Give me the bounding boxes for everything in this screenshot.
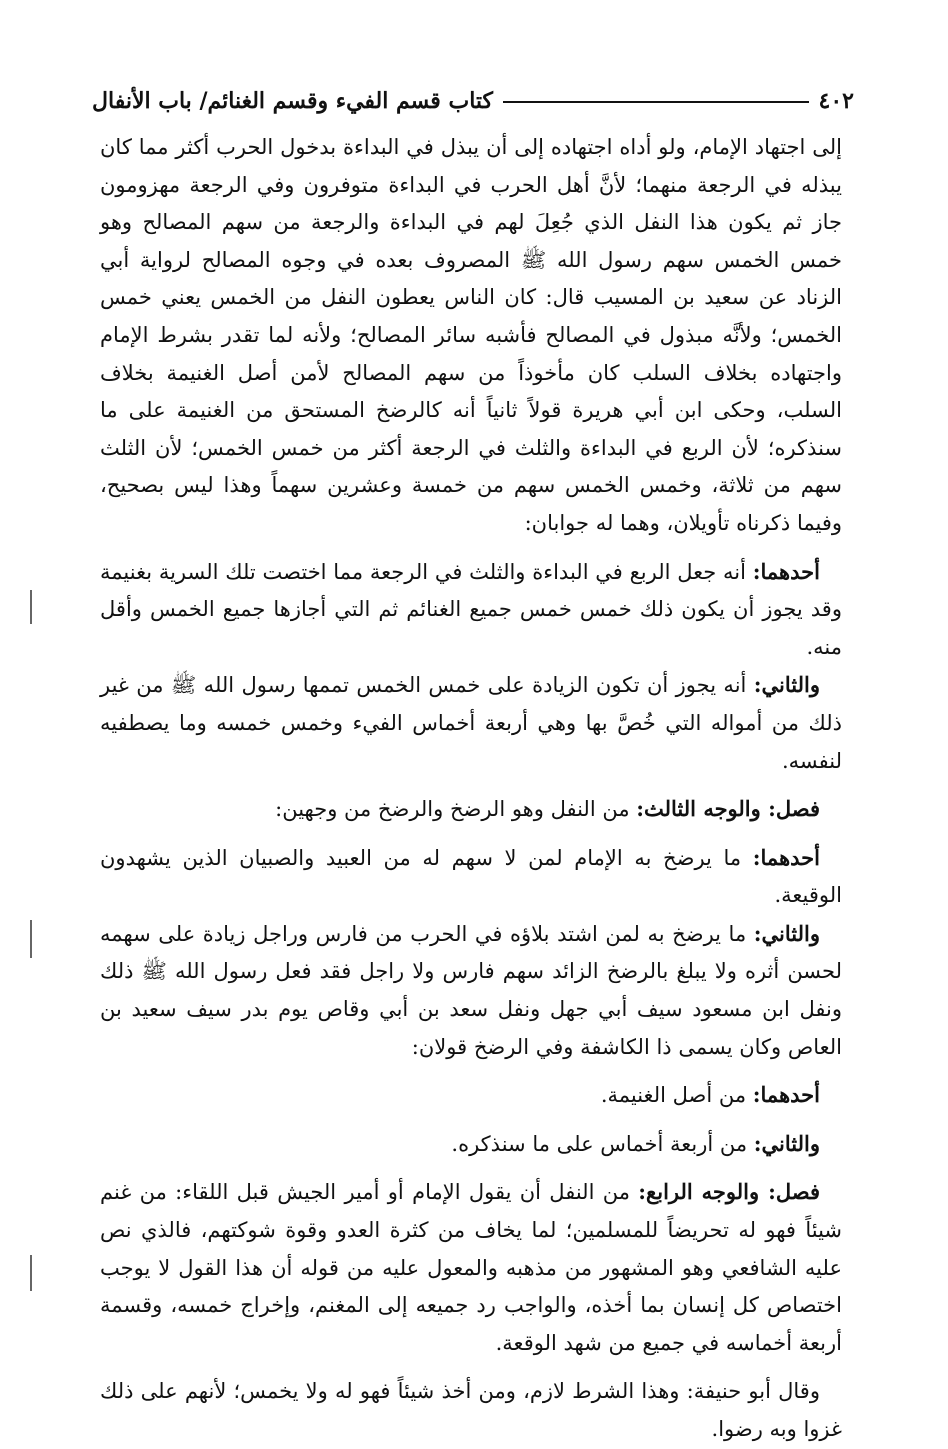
paragraph xyxy=(100,790,842,829)
margin-mark xyxy=(30,590,32,624)
paragraph-text: ما يرضخ به الإمام لمن لا سهم له من العبيد والصبيان الذين يشهدون الوقيعة. xyxy=(100,845,842,908)
margin-mark xyxy=(30,920,32,958)
paragraph-text: وقال أبو حنيفة: وهذا الشرط لازم، ومن أخذ شيئاً فهو له ولا يخمس؛ لأنهم على ذلك غزوا وبه رضوا. xyxy=(100,1379,842,1441)
paragraph xyxy=(100,1173,842,1362)
margin-mark xyxy=(30,1255,32,1291)
paragraph-lead: أحدهما: xyxy=(752,844,820,870)
paragraph-lead: والثاني: xyxy=(753,672,821,698)
paragraph-lead: والثاني: xyxy=(753,920,820,946)
paragraph xyxy=(100,1372,842,1448)
paragraph-text: من أصل الغنيمة. xyxy=(600,1083,747,1108)
paragraph xyxy=(100,915,842,1066)
running-title: كتاب قسم الفيء وقسم الغنائم/ باب الأنفال xyxy=(92,88,494,114)
paragraph xyxy=(100,1125,842,1164)
paragraph xyxy=(100,128,842,543)
paragraph xyxy=(100,1076,842,1115)
paragraph-text: إلى اجتهاد الإمام، ولو أداه اجتهاده إلى أن يبذل في البداءة بدخول الحرب أكثر مما كان يبذله في الرجعة منهما؛ لأنَّ أهل الحرب في البداءة متوفرون وفي الرجعة مهزومون جاز ثم يكون هذا النفل الذي جُعِلَ لهم في البداءة والرجعة من سهم المصالح وهو خمس الخمس سهم رسول الله ﷺ المصروف بعده في وجوه المصالح لرواية أبي الزناد عن سعيد بن المسيب قال: كان الناس يعطون النفل من الخمس يعني خمس الخمس؛ ولأنَّه مبذول في المصالح فأشبه سائر المصالح؛ ولأنه لما تقدر بشرط الإمام واجتهاده بخلاف السلب كان مأخوذاً من سهم المصالح لأمن أصل الغنيمة بخلاف السلب، وحكى ابن أبي هريرة قولاً ثانياً أنه كالرضخ المستحق من الغنيمة على ما سنذكره؛ لأن الربع في البداءة والثلث في الرجعة أكثر من خمس الخمس؛ لأن الثلث سهم من ثلاثة، وخمس الخمس سهم من خمسة وعشرين سهماً وهذا ليس بصحيح، وفيما ذكرناه تأويلان، وهما له جوابان: xyxy=(100,135,842,535)
paragraph xyxy=(100,666,842,780)
paragraph-lead: فصل: والوجه الثالث: xyxy=(636,796,820,822)
paragraph-lead: فصل: والوجه الرابع: xyxy=(638,1179,820,1205)
paragraph-lead: والثاني: xyxy=(753,1130,820,1156)
paragraph-text: من أربعة أخماس على ما سنذكره. xyxy=(451,1131,748,1156)
paragraph-text: من النفل أن يقول الإمام أو أمير الجيش قبل اللقاء: من غنم شيئاً فهو له تحريضاً للمسلمين؛ لما يخاف من كثرة العدو وقوة شوكتهم، فالذي نص عليه الشافعي وهو المشهور من مذهبه والمعول عليه من قوله أن هذا القول لا يوجب اختصاص كل إنسان بما أخذه، والواجب رد جميعه إلى المغنم، وإخراج خمسه، وقسمة أربعة أخماسه في جميع من شهد الوقعة. xyxy=(100,1180,842,1355)
page-number: ٤٠٢ xyxy=(818,88,854,114)
paragraph-text: أنه يجوز أن تكون الزيادة على خمس الخمس تممها رسول الله ﷺ من غير ذلك من أمواله التي خُصَّ بها وهي أربعة أخماس الفيء وخمس خمسه وما يصطفيه لنفسه. xyxy=(100,673,842,773)
paragraph-text: ما يرضخ به لمن اشتد بلاؤه في الحرب من فارس وراجل زيادة على سهمه لحسن أثره ولا يبلغ بالرضخ الزائد سهم فارس ولا راجل فقد فعل رسول الله ﷺ ذلك ونفل ابن مسعود سيف أبي جهل ونفل سعد بن أبي وقاص يوم بدر سيف سعيد بن العاص وكان يسمى ذا الكاشفة وفي الرضخ قولان: xyxy=(100,921,842,1059)
paragraph-text: من النفل وهو الرضخ والرضخ من وجهين: xyxy=(275,797,630,822)
header-rule xyxy=(503,101,809,103)
paragraph xyxy=(100,553,842,667)
paragraph xyxy=(100,839,842,915)
paragraph-lead: أحدهما: xyxy=(752,558,820,584)
paragraph-lead: أحدهما: xyxy=(752,1082,820,1108)
running-header xyxy=(92,74,854,114)
body-text xyxy=(100,128,842,1449)
paragraph-text: أنه جعل الربع في البداءة والثلث في الرجعة مما اختصت تلك السرية بغنيمة وقد يجوز أن يكون ذلك خمس خمس جميع الغنائم ثم التي أجازها جميع الخمس وأقل منه. xyxy=(100,559,842,659)
